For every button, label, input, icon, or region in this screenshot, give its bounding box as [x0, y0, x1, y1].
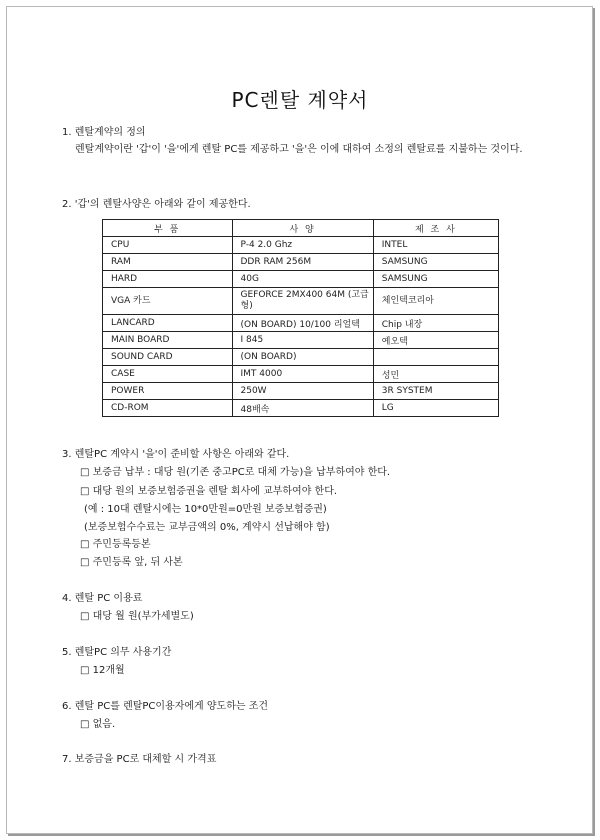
section-3-item-resident-copy: □ 주민등록등본: [80, 539, 151, 550]
cell-maker: 예오텍: [373, 332, 498, 349]
cell-maker: SAMSUNG: [373, 271, 498, 288]
cell-maker: 성민: [373, 366, 498, 383]
cell-spec: (ON BOARD) 10/100 리얼텍: [232, 315, 373, 332]
header-part: 부 품: [103, 220, 233, 237]
cell-spec: 250W: [232, 383, 373, 400]
section-5-heading: 5. 렌탈PC 의무 사용기간: [62, 647, 172, 658]
cell-part: SOUND CARD: [103, 349, 233, 366]
section-3-item-insurance: □ 대당 원의 보증보험증권을 렌탈 회사에 교부하여야 한다.: [80, 486, 338, 497]
table-row: [103, 315, 499, 332]
cell-part: CD-ROM: [103, 400, 233, 417]
table-row: [103, 383, 499, 400]
cell-part: LANCARD: [103, 315, 233, 332]
section-4-item: □ 대당 월 원(부가세별도): [80, 611, 194, 622]
cell-maker: 3R SYSTEM: [373, 383, 498, 400]
section-6-heading: 6. 렌탈 PC를 렌탈PC이용자에게 양도하는 조건: [62, 701, 269, 712]
section-3-note-example: (예 : 10대 렌탈시에는 10*0만원=0만원 보증보험증권): [84, 504, 327, 515]
table-row: [103, 349, 499, 366]
section-1-text: 렌탈계약이란 '갑'이 '을'에게 렌탈 PC를 제공하고 '을'은 이에 대하여 소정의 렌탈료를 지불하는 것이다.: [75, 144, 523, 155]
cell-maker: 체인텍코리아: [373, 288, 498, 315]
table-row: [103, 288, 499, 315]
cell-part: HARD: [103, 271, 233, 288]
spec-table: [102, 219, 499, 417]
cell-part: MAIN BOARD: [103, 332, 233, 349]
section-1-heading: 1. 렌탈계약의 정의: [62, 127, 146, 138]
section-2-heading: 2. '갑'의 렌탈사양은 아래와 같이 제공한다.: [62, 199, 251, 210]
cell-spec: IMT 4000: [232, 366, 373, 383]
cell-spec: P-4 2.0 Ghz: [232, 237, 373, 254]
cell-maker: [373, 349, 498, 366]
table-row: [103, 237, 499, 254]
cell-part: POWER: [103, 383, 233, 400]
cell-maker: INTEL: [373, 237, 498, 254]
cell-spec: 40G: [232, 271, 373, 288]
section-3-heading: 3. 렌탈PC 계약시 '을'이 준비할 사항은 아래와 같다.: [62, 449, 290, 460]
section-4-heading: 4. 렌탈 PC 이용료: [62, 593, 143, 604]
cell-part: CASE: [103, 366, 233, 383]
cell-spec: 48배속: [232, 400, 373, 417]
cell-part: VGA 카드: [103, 288, 233, 315]
table-row: [103, 400, 499, 417]
table-row: [103, 271, 499, 288]
section-3-note-fee: (보증보험수수료는 교부금액의 0%, 계약시 선납해야 함): [84, 522, 330, 533]
section-3-item-id-copy: □ 주민등록 앞, 뒤 사본: [80, 557, 183, 568]
cell-maker: LG: [373, 400, 498, 417]
spec-table-header-row: [103, 220, 499, 237]
table-row: [103, 332, 499, 349]
section-3-item-deposit: □ 보증금 납부 : 대당 원(기존 중고PC로 대체 가능)을 납부하여야 한다.: [80, 467, 391, 478]
cell-part: RAM: [103, 254, 233, 271]
section-7-heading: 7. 보증금을 PC로 대체할 시 가격표: [62, 754, 217, 765]
cell-spec: GEFORCE 2MX400 64M (고급형): [232, 288, 373, 315]
cell-maker: Chip 내장: [373, 315, 498, 332]
section-5-item: □ 12개월: [80, 665, 125, 676]
table-row: [103, 254, 499, 271]
header-maker: 제 조 사: [373, 220, 498, 237]
cell-spec: DDR RAM 256M: [232, 254, 373, 271]
table-row: [103, 366, 499, 383]
cell-maker: SAMSUNG: [373, 254, 498, 271]
cell-spec: I 845: [232, 332, 373, 349]
cell-part: CPU: [103, 237, 233, 254]
cell-spec: (ON BOARD): [232, 349, 373, 366]
document-title: PC렌탈 계약서: [231, 88, 369, 112]
section-6-item: □ 없음.: [80, 719, 116, 730]
section-1-paragraph: [57, 141, 539, 159]
header-spec: 사 양: [232, 220, 373, 237]
